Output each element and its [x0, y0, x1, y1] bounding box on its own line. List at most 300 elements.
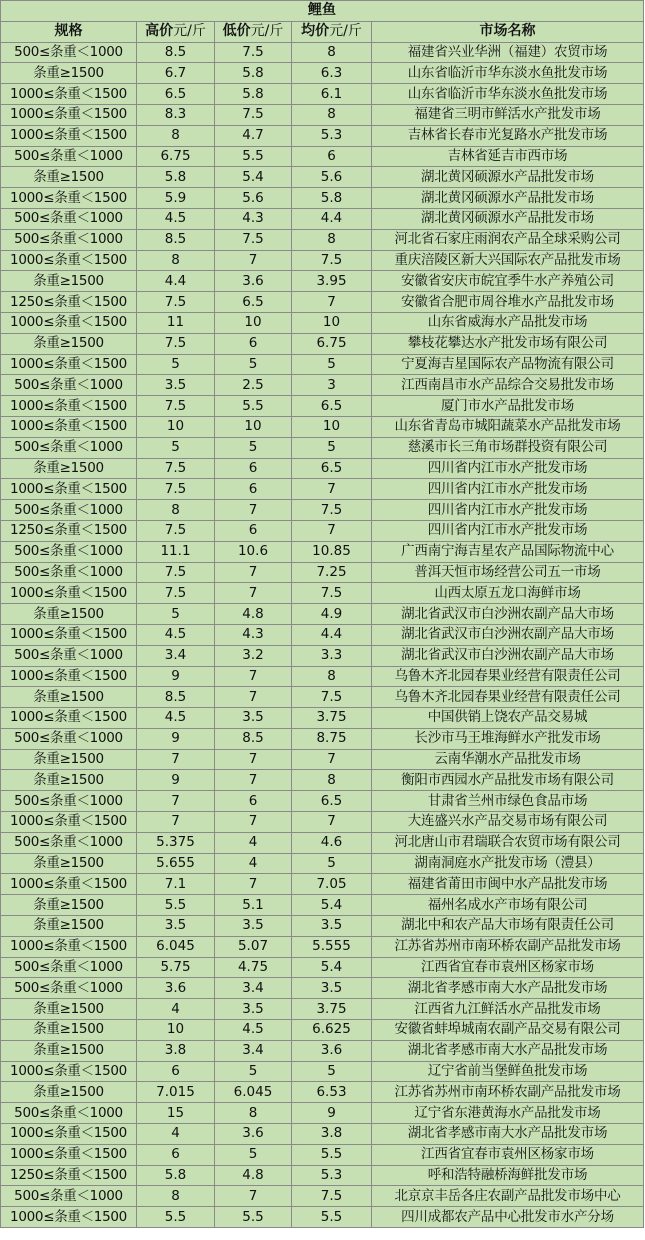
cell-avg-price: 8	[292, 104, 372, 125]
cell-low-price: 4.75	[215, 957, 292, 978]
table-row	[1, 1186, 644, 1207]
cell-avg-price: 4.4	[292, 624, 372, 645]
cell-spec: 条重≥1500	[1, 458, 137, 479]
cell-high-price: 8	[137, 1186, 215, 1207]
table-row	[1, 1103, 644, 1124]
table-row	[1, 624, 644, 645]
cell-spec: 条重≥1500	[1, 749, 137, 770]
header-spec: 规格	[1, 21, 137, 42]
cell-high-price: 3.4	[137, 645, 215, 666]
cell-avg-price: 5.4	[292, 895, 372, 916]
cell-high-price: 7.5	[137, 583, 215, 604]
table-row	[1, 1144, 644, 1165]
cell-market: 湖北省武汉市白沙洲农副产品大市场	[372, 604, 644, 625]
cell-high-price: 8	[137, 250, 215, 271]
table-row	[1, 541, 644, 562]
table-row	[1, 708, 644, 729]
cell-low-price: 7	[215, 562, 292, 583]
cell-spec: 500≤条重＜1000	[1, 541, 137, 562]
cell-avg-price: 5	[292, 437, 372, 458]
cell-low-price: 7.5	[215, 104, 292, 125]
cell-market: 北京京丰岳各庄农副产品批发市场中心	[372, 1186, 644, 1207]
table-row	[1, 1040, 644, 1061]
table-row	[1, 874, 644, 895]
cell-low-price: 7	[215, 749, 292, 770]
cell-low-price: 7	[215, 812, 292, 833]
cell-market: 四川成都农产品中心批发市水产分场	[372, 1207, 644, 1228]
cell-avg-price: 7	[292, 749, 372, 770]
cell-high-price: 8.5	[137, 42, 215, 63]
cell-market: 辽宁省东港黄海水产品批发市场	[372, 1103, 644, 1124]
header-high-price	[137, 21, 215, 42]
cell-market: 四川省内江市水产批发市场	[372, 479, 644, 500]
cell-market: 湖北省孝感市南大水产品批发市场	[372, 978, 644, 999]
cell-high-price: 8.5	[137, 229, 215, 250]
cell-avg-price: 7	[292, 292, 372, 313]
cell-market: 湖北黄冈硕源水产品批发市场	[372, 208, 644, 229]
cell-spec: 1000≤条重＜1500	[1, 1061, 137, 1082]
cell-spec: 条重≥1500	[1, 770, 137, 791]
cell-low-price: 7	[215, 500, 292, 521]
cell-market: 呼和浩特融桥海鲜批发市场	[372, 1165, 644, 1186]
cell-low-price: 5	[215, 354, 292, 375]
cell-spec: 条重≥1500	[1, 1082, 137, 1103]
table-row	[1, 936, 644, 957]
cell-market: 湖北省孝感市南大水产品批发市场	[372, 1124, 644, 1145]
cell-spec: 500≤条重＜1000	[1, 208, 137, 229]
cell-market: 河北唐山市君瑞联合农贸市场有限公司	[372, 832, 644, 853]
cell-high-price: 4.5	[137, 708, 215, 729]
table-row	[1, 728, 644, 749]
cell-avg-price: 4.4	[292, 208, 372, 229]
cell-spec: 1000≤条重＜1500	[1, 1207, 137, 1228]
cell-market: 慈溪市长三角市场群投资有限公司	[372, 437, 644, 458]
cell-spec: 500≤条重＜1000	[1, 42, 137, 63]
cell-market: 四川省内江市水产批发市场	[372, 458, 644, 479]
cell-high-price: 7	[137, 749, 215, 770]
cell-high-price: 15	[137, 1103, 215, 1124]
cell-low-price: 3.5	[215, 999, 292, 1020]
table-title-row	[1, 1, 644, 22]
cell-market: 衡阳市西园水产品批发市场有限公司	[372, 770, 644, 791]
cell-high-price: 7.1	[137, 874, 215, 895]
cell-spec: 条重≥1500	[1, 271, 137, 292]
cell-low-price: 6	[215, 479, 292, 500]
cell-high-price: 11.1	[137, 541, 215, 562]
cell-high-price: 5.375	[137, 832, 215, 853]
cell-spec: 条重≥1500	[1, 895, 137, 916]
cell-market: 中国供销上饶农产品交易城	[372, 708, 644, 729]
table-row	[1, 333, 644, 354]
cell-high-price: 6	[137, 1144, 215, 1165]
cell-low-price: 5.07	[215, 936, 292, 957]
header-market: 市场名称	[372, 21, 644, 42]
cell-avg-price: 7.5	[292, 1186, 372, 1207]
cell-avg-price: 6.53	[292, 1082, 372, 1103]
cell-market: 乌鲁木齐北园春果业经营有限责任公司	[372, 666, 644, 687]
table-row	[1, 666, 644, 687]
table-row	[1, 146, 644, 167]
table-row	[1, 562, 644, 583]
table-row	[1, 832, 644, 853]
cell-low-price: 6	[215, 520, 292, 541]
cell-market: 吉林省延吉市西市场	[372, 146, 644, 167]
cell-avg-price: 5.5	[292, 1207, 372, 1228]
table-row	[1, 84, 644, 105]
cell-spec: 1000≤条重＜1500	[1, 874, 137, 895]
cell-high-price: 5	[137, 604, 215, 625]
cell-low-price: 4.3	[215, 208, 292, 229]
cell-spec: 条重≥1500	[1, 916, 137, 937]
table-row	[1, 520, 644, 541]
header-low-label: 低价	[222, 23, 251, 40]
cell-high-price: 4.4	[137, 271, 215, 292]
cell-spec: 1000≤条重＜1500	[1, 624, 137, 645]
cell-high-price: 5.8	[137, 167, 215, 188]
cell-spec: 条重≥1500	[1, 167, 137, 188]
cell-avg-price: 7	[292, 520, 372, 541]
cell-high-price: 7	[137, 791, 215, 812]
cell-avg-price: 8	[292, 42, 372, 63]
table-row	[1, 458, 644, 479]
cell-high-price: 9	[137, 666, 215, 687]
cell-low-price: 5.5	[215, 1207, 292, 1228]
cell-spec: 500≤条重＜1000	[1, 791, 137, 812]
cell-high-price: 7.5	[137, 458, 215, 479]
cell-spec: 1000≤条重＜1500	[1, 708, 137, 729]
table-row	[1, 604, 644, 625]
cell-low-price: 4.7	[215, 125, 292, 146]
cell-avg-price: 6.3	[292, 63, 372, 84]
cell-low-price: 3.5	[215, 708, 292, 729]
cell-spec: 1250≤条重＜1500	[1, 520, 137, 541]
table-row	[1, 188, 644, 209]
cell-high-price: 5.655	[137, 853, 215, 874]
cell-spec: 1000≤条重＜1500	[1, 188, 137, 209]
cell-low-price: 5	[215, 437, 292, 458]
cell-market: 福建省莆田市闽中水产品批发市场	[372, 874, 644, 895]
cell-low-price: 7.5	[215, 42, 292, 63]
cell-low-price: 5.1	[215, 895, 292, 916]
cell-low-price: 7	[215, 666, 292, 687]
cell-avg-price: 3.6	[292, 1040, 372, 1061]
cell-low-price: 3.4	[215, 1040, 292, 1061]
cell-spec: 条重≥1500	[1, 999, 137, 1020]
cell-high-price: 4.5	[137, 208, 215, 229]
cell-spec: 条重≥1500	[1, 853, 137, 874]
table-body	[1, 42, 644, 1227]
cell-avg-price: 3.95	[292, 271, 372, 292]
table-row	[1, 645, 644, 666]
cell-market: 长沙市马王堆海鲜水产批发市场	[372, 728, 644, 749]
cell-market: 湖北黄冈硕源水产品批发市场	[372, 188, 644, 209]
cell-spec: 1000≤条重＜1500	[1, 583, 137, 604]
table-row	[1, 167, 644, 188]
cell-market: 福建省兴业华洲（福建）农贸市场	[372, 42, 644, 63]
cell-high-price: 10	[137, 1020, 215, 1041]
header-avg-unit: 元/斤	[329, 23, 362, 40]
cell-spec: 500≤条重＜1000	[1, 978, 137, 999]
cell-avg-price: 3	[292, 375, 372, 396]
cell-low-price: 4.8	[215, 604, 292, 625]
cell-avg-price: 7	[292, 812, 372, 833]
cell-spec: 1000≤条重＜1500	[1, 354, 137, 375]
cell-avg-price: 5.8	[292, 188, 372, 209]
cell-market: 山东省临沂市华东淡水鱼批发市场	[372, 63, 644, 84]
cell-market: 河北省石家庄雨润农产品全球采购公司	[372, 229, 644, 250]
cell-spec: 1000≤条重＜1500	[1, 312, 137, 333]
header-avg-price	[292, 21, 372, 42]
cell-market: 福建省三明市鲜活水产批发市场	[372, 104, 644, 125]
cell-avg-price: 6.5	[292, 396, 372, 417]
table-row	[1, 1082, 644, 1103]
table-row	[1, 583, 644, 604]
table-row	[1, 312, 644, 333]
cell-spec: 500≤条重＜1000	[1, 1103, 137, 1124]
cell-market: 安徽省蚌埠城南农副产品交易有限公司	[372, 1020, 644, 1041]
cell-spec: 条重≥1500	[1, 63, 137, 84]
cell-spec: 1000≤条重＜1500	[1, 125, 137, 146]
cell-avg-price: 3.75	[292, 708, 372, 729]
cell-market: 乌鲁木齐北园春果业经营有限责任公司	[372, 687, 644, 708]
cell-spec: 条重≥1500	[1, 687, 137, 708]
table-row	[1, 354, 644, 375]
cell-high-price: 6.75	[137, 146, 215, 167]
cell-avg-price: 7.5	[292, 687, 372, 708]
cell-spec: 1000≤条重＜1500	[1, 812, 137, 833]
cell-market: 江苏省苏州市南环桥农副产品批发市场	[372, 936, 644, 957]
table-row	[1, 749, 644, 770]
cell-low-price: 5.4	[215, 167, 292, 188]
cell-low-price: 7	[215, 1186, 292, 1207]
cell-avg-price: 7	[292, 479, 372, 500]
table-row	[1, 895, 644, 916]
cell-high-price: 5.75	[137, 957, 215, 978]
cell-high-price: 8.3	[137, 104, 215, 125]
cell-market: 湖北省武汉市白沙洲农副产品大市场	[372, 624, 644, 645]
table-row	[1, 437, 644, 458]
cell-high-price: 3.6	[137, 978, 215, 999]
cell-spec: 条重≥1500	[1, 604, 137, 625]
cell-market: 山西太原五龙口海鲜市场	[372, 583, 644, 604]
table-row	[1, 1061, 644, 1082]
cell-market: 湖北中和农产品大市场有限责任公司	[372, 916, 644, 937]
cell-high-price: 8.5	[137, 687, 215, 708]
cell-avg-price: 3.3	[292, 645, 372, 666]
cell-market: 江苏省苏州市南环桥农副产品批发市场	[372, 1082, 644, 1103]
cell-low-price: 10.6	[215, 541, 292, 562]
cell-low-price: 3.5	[215, 916, 292, 937]
cell-avg-price: 6.5	[292, 458, 372, 479]
table-row	[1, 1207, 644, 1228]
cell-spec: 1000≤条重＜1500	[1, 479, 137, 500]
cell-low-price: 5.5	[215, 396, 292, 417]
cell-low-price: 3.6	[215, 1124, 292, 1145]
cell-avg-price: 7.25	[292, 562, 372, 583]
table-row	[1, 416, 644, 437]
cell-high-price: 6.045	[137, 936, 215, 957]
cell-spec: 500≤条重＜1000	[1, 645, 137, 666]
cell-low-price: 10	[215, 416, 292, 437]
table-row	[1, 853, 644, 874]
cell-spec: 1000≤条重＜1500	[1, 666, 137, 687]
cell-spec: 500≤条重＜1000	[1, 146, 137, 167]
cell-avg-price: 10	[292, 312, 372, 333]
cell-market: 宁夏海吉星国际农产品物流有限公司	[372, 354, 644, 375]
cell-high-price: 6	[137, 1061, 215, 1082]
table-row	[1, 63, 644, 84]
cell-low-price: 3.6	[215, 271, 292, 292]
cell-low-price: 6	[215, 458, 292, 479]
cell-high-price: 8	[137, 500, 215, 521]
cell-low-price: 10	[215, 312, 292, 333]
cell-market: 山东省临沂市华东淡水鱼批发市场	[372, 84, 644, 105]
cell-market: 江西省宜春市袁州区杨家市场	[372, 1144, 644, 1165]
cell-low-price: 6.045	[215, 1082, 292, 1103]
cell-avg-price: 4.9	[292, 604, 372, 625]
cell-market: 重庆涪陵区新大兴国际农产品批发市场	[372, 250, 644, 271]
cell-avg-price: 9	[292, 1103, 372, 1124]
header-low-unit: 元/斤	[250, 23, 284, 40]
table-row	[1, 500, 644, 521]
cell-avg-price: 6	[292, 146, 372, 167]
table-row	[1, 42, 644, 63]
cell-spec: 1000≤条重＜1500	[1, 104, 137, 125]
cell-high-price: 10	[137, 416, 215, 437]
cell-market: 山东省威海水产品批发市场	[372, 312, 644, 333]
cell-market: 普洱天恒市场经营公司五一市场	[372, 562, 644, 583]
cell-low-price: 7	[215, 770, 292, 791]
cell-market: 广西南宁海吉星农产品国际物流中心	[372, 541, 644, 562]
cell-low-price: 6.5	[215, 292, 292, 313]
cell-spec: 1000≤条重＜1500	[1, 84, 137, 105]
cell-avg-price: 7.5	[292, 500, 372, 521]
table-row	[1, 1124, 644, 1145]
cell-spec: 500≤条重＜1000	[1, 1186, 137, 1207]
header-avg-label: 均价	[301, 23, 330, 40]
cell-avg-price: 3.75	[292, 999, 372, 1020]
cell-avg-price: 10.85	[292, 541, 372, 562]
cell-spec: 1250≤条重＜1500	[1, 292, 137, 313]
cell-low-price: 3.2	[215, 645, 292, 666]
cell-avg-price: 7.05	[292, 874, 372, 895]
cell-market: 辽宁省前当堡鲜鱼批发市场	[372, 1061, 644, 1082]
cell-low-price: 6	[215, 333, 292, 354]
cell-high-price: 5.5	[137, 895, 215, 916]
cell-low-price: 3.4	[215, 978, 292, 999]
cell-high-price: 7	[137, 812, 215, 833]
cell-avg-price: 10	[292, 416, 372, 437]
cell-low-price: 5.6	[215, 188, 292, 209]
cell-avg-price: 6.1	[292, 84, 372, 105]
cell-low-price: 5	[215, 1061, 292, 1082]
cell-avg-price: 7.5	[292, 250, 372, 271]
cell-avg-price: 6.5	[292, 791, 372, 812]
cell-avg-price: 5	[292, 853, 372, 874]
table-row	[1, 479, 644, 500]
cell-spec: 条重≥1500	[1, 333, 137, 354]
table-row	[1, 791, 644, 812]
table-row	[1, 999, 644, 1020]
cell-high-price: 7.5	[137, 520, 215, 541]
cell-avg-price: 4.6	[292, 832, 372, 853]
cell-market: 湖北省武汉市白沙洲农副产品大市场	[372, 645, 644, 666]
cell-spec: 1000≤条重＜1500	[1, 416, 137, 437]
table-row	[1, 375, 644, 396]
cell-low-price: 6	[215, 791, 292, 812]
cell-spec: 1000≤条重＜1500	[1, 250, 137, 271]
cell-spec: 500≤条重＜1000	[1, 437, 137, 458]
table-row	[1, 916, 644, 937]
cell-avg-price: 5.6	[292, 167, 372, 188]
cell-low-price: 7.5	[215, 229, 292, 250]
cell-high-price: 5.8	[137, 1165, 215, 1186]
cell-high-price: 5.9	[137, 188, 215, 209]
cell-market: 大连盛兴水产品交易市场有限公司	[372, 812, 644, 833]
table-row	[1, 957, 644, 978]
cell-high-price: 7.5	[137, 479, 215, 500]
cell-high-price: 9	[137, 770, 215, 791]
cell-avg-price: 5.5	[292, 1144, 372, 1165]
cell-high-price: 9	[137, 728, 215, 749]
cell-avg-price: 5	[292, 1061, 372, 1082]
cell-market: 甘肃省兰州市绿色食品市场	[372, 791, 644, 812]
cell-market: 吉林省长春市光复路水产批发市场	[372, 125, 644, 146]
cell-high-price: 3.5	[137, 375, 215, 396]
cell-spec: 500≤条重＜1000	[1, 728, 137, 749]
cell-low-price: 7	[215, 583, 292, 604]
cell-spec: 1000≤条重＜1500	[1, 1124, 137, 1145]
cell-high-price: 6.7	[137, 63, 215, 84]
header-low-price	[215, 21, 292, 42]
cell-low-price: 7	[215, 687, 292, 708]
header-high-unit: 元/斤	[173, 23, 206, 40]
cell-high-price: 4.5	[137, 624, 215, 645]
cell-avg-price: 3.5	[292, 978, 372, 999]
cell-market: 攀枝花攀达水产批发市场有限公司	[372, 333, 644, 354]
table-row	[1, 978, 644, 999]
cell-market: 四川省内江市水产批发市场	[372, 520, 644, 541]
cell-spec: 500≤条重＜1000	[1, 562, 137, 583]
cell-high-price: 5	[137, 354, 215, 375]
cell-market: 云南华潮水产品批发市场	[372, 749, 644, 770]
cell-market: 江西南昌市水产品综合交易批发市场	[372, 375, 644, 396]
cell-low-price: 4	[215, 832, 292, 853]
cell-high-price: 4	[137, 1124, 215, 1145]
cell-high-price: 7.5	[137, 396, 215, 417]
cell-avg-price: 5	[292, 354, 372, 375]
table-row	[1, 229, 644, 250]
table-row	[1, 208, 644, 229]
table-row	[1, 1020, 644, 1041]
cell-spec: 条重≥1500	[1, 1040, 137, 1061]
cell-avg-price: 8	[292, 666, 372, 687]
cell-spec: 1000≤条重＜1500	[1, 1144, 137, 1165]
table-row	[1, 250, 644, 271]
cell-spec: 500≤条重＜1000	[1, 375, 137, 396]
table-row	[1, 125, 644, 146]
table-row	[1, 271, 644, 292]
cell-low-price: 4	[215, 853, 292, 874]
cell-high-price: 5.5	[137, 1207, 215, 1228]
cell-market: 江西省宜春市袁州区杨家市场	[372, 957, 644, 978]
cell-high-price: 7.5	[137, 292, 215, 313]
cell-avg-price: 8	[292, 229, 372, 250]
cell-high-price: 7.015	[137, 1082, 215, 1103]
cell-low-price: 4.8	[215, 1165, 292, 1186]
cell-spec: 1250≤条重＜1500	[1, 1165, 137, 1186]
cell-market: 厦门市水产品批发市场	[372, 396, 644, 417]
